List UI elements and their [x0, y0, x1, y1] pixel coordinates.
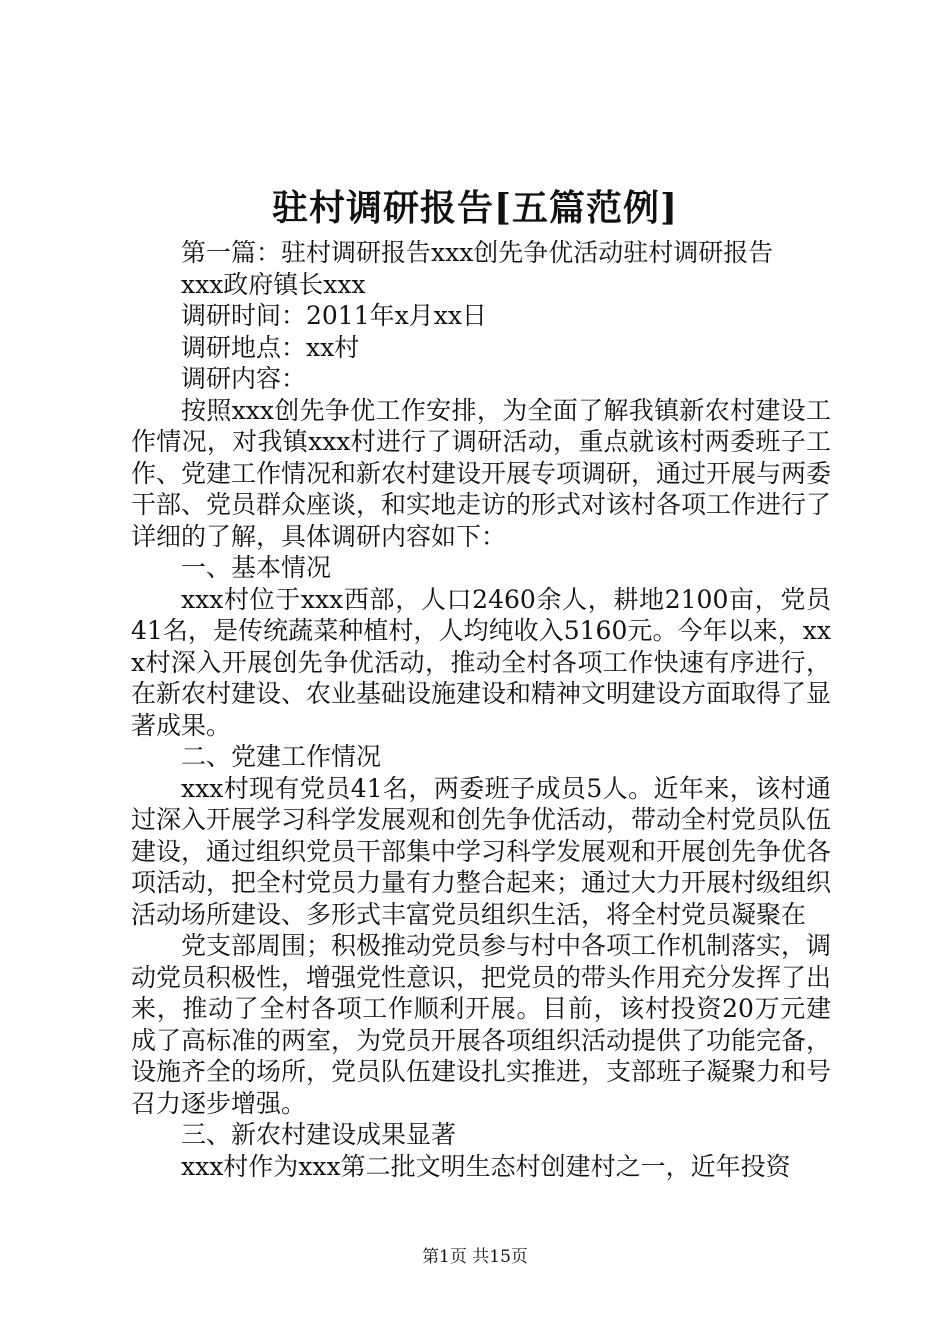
- new-village-paragraph: xxx村作为xxx第二批文明生态村创建村之一，近年投资: [181, 1151, 791, 1181]
- section-heading-first-article: 第一篇：驻村调研报告xxx创先争优活动驻村调研报告: [181, 238, 774, 267]
- section-heading-new-village: 三、新农村建设成果显著: [181, 1120, 457, 1149]
- document-body: [131, 237, 831, 1182]
- page-number-footer: 第1页 共15页: [422, 1247, 528, 1267]
- section-heading-basic-info: 一、基本情况: [181, 553, 332, 582]
- party-building-paragraph-continued: 党支部周围；积极推动党员参与村中各项工作机制落实，调动党员积极性，增强党性意识，把党员的带头作用充分发挥了出来，推动了全村各项工作顺利开展。目前，该村投资20万元建成了高标准的两室，为党员开展各项组织活动提供了功能完备，设施齐全的场所，党员队伍建设扎实推进，支部班子凝聚力和号召力逐步增强。: [131, 931, 832, 1118]
- party-building-paragraph: xxx村现有党员41名，两委班子成员5人。近年来，该村通过深入开展学习科学发展观和创先争优活动，带动全村党员队伍建设，通过组织党员干部集中学习科学发展观和开展创先争优各项活动，把全村党员力量有力整合起来；通过大力开展村级组织活动场所建设、多形式丰富党员组织生活，将全村党员凝聚在: [131, 773, 832, 929]
- research-content-label: 调研内容：: [181, 364, 307, 393]
- research-location: 调研地点：xx村: [181, 332, 360, 362]
- basic-info-paragraph: xxx村位于xxx西部，人口2460余人，耕地2100亩，党员41名，是传统蔬菜种植村，人均纯收入5160元。今年以来，xxx村深入开展创先争优活动，推动全村各项工作快速有序进行，在新农村建设、农业基础设施建设和精神文明建设方面取得了显著成果。: [131, 584, 832, 740]
- section-heading-party-building: 二、党建工作情况: [181, 742, 382, 771]
- document-title: 驻村调研报告[五篇范例]: [271, 187, 679, 229]
- research-time: 调研时间：2011年x月xx日: [181, 301, 487, 330]
- author-line: xxx政府镇长xxx: [181, 269, 366, 299]
- intro-paragraph: 按照xxx创先争优工作安排，为全面了解我镇新农村建设工作情况，对我镇xxx村进行了调研活动，重点就该村两委班子工作、党建工作情况和新农村建设开展专项调研，通过开展与两委干部、党员群众座谈，和实地走访的形式对该村各项工作进行了详细的了解，具体调研内容如下：: [131, 395, 832, 551]
